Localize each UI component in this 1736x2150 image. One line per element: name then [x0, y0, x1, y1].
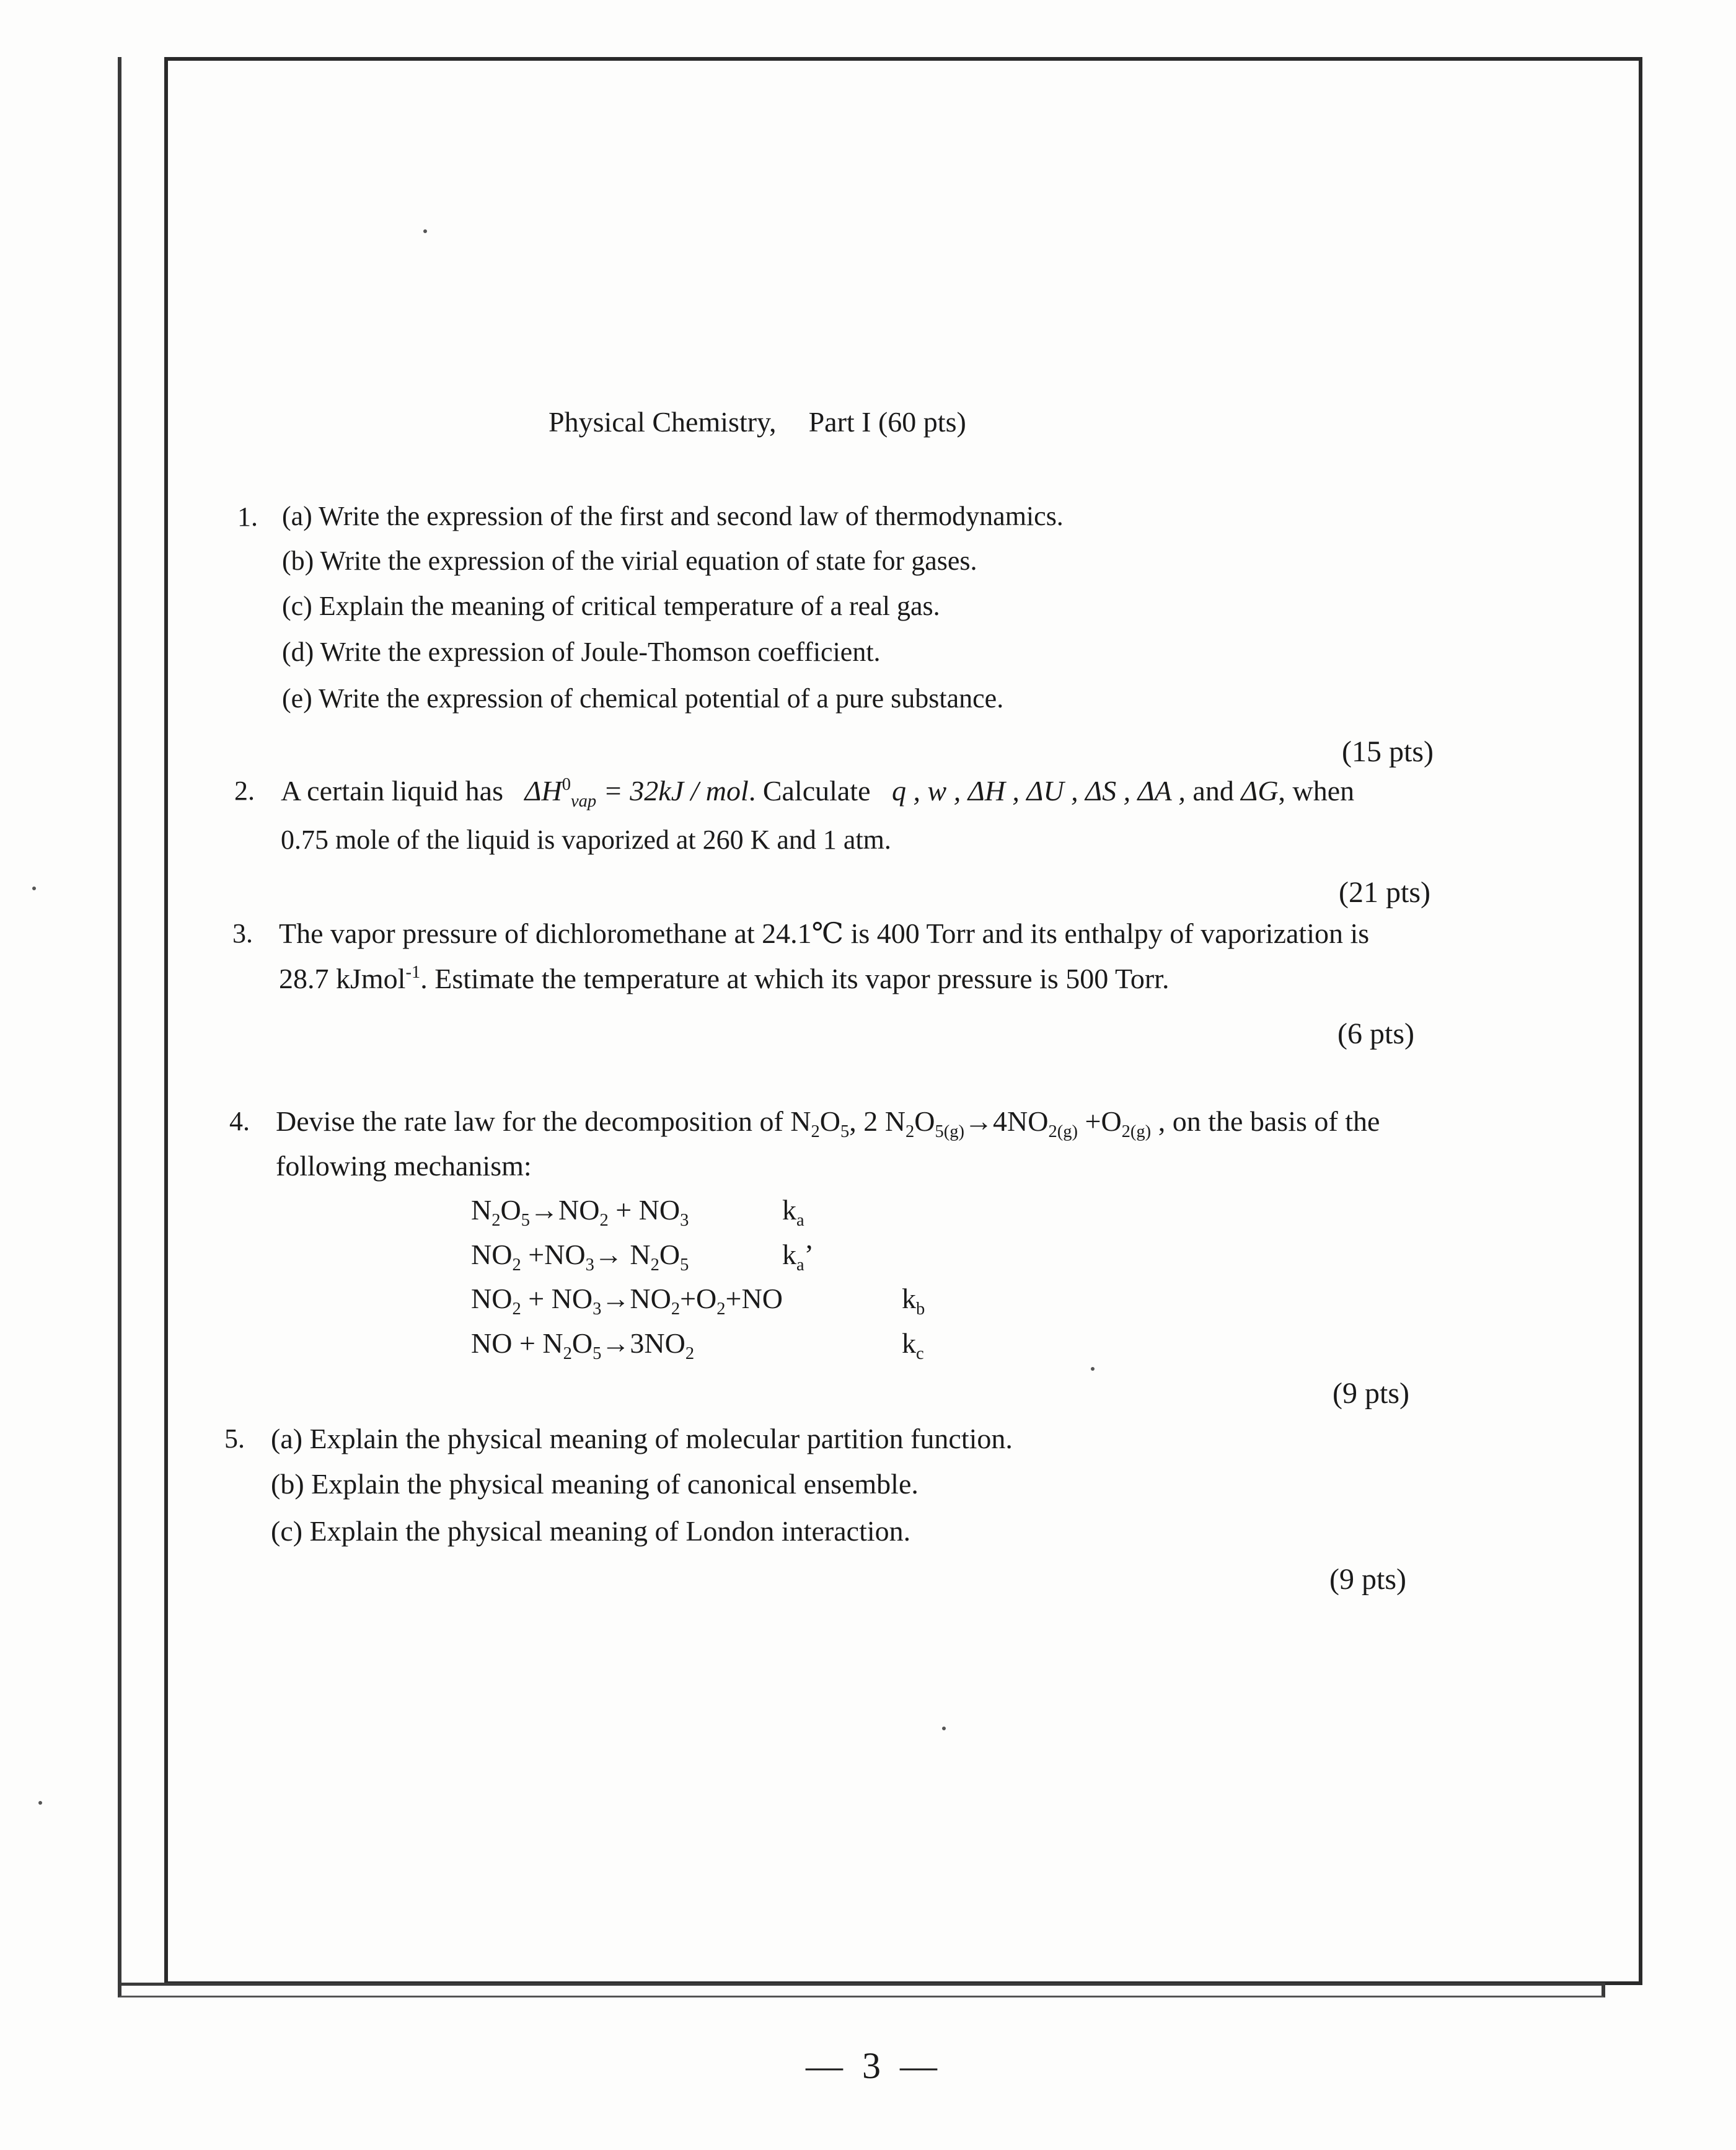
- q4-sub: 2: [905, 1121, 915, 1141]
- q3-line-2: [279, 963, 1169, 996]
- speck: [32, 887, 36, 890]
- q4-text: O: [819, 1105, 841, 1137]
- page-frame: [164, 57, 1642, 1985]
- speck: [1091, 1367, 1095, 1371]
- q5-points: (9 pts): [1329, 1563, 1406, 1596]
- speck: [942, 1727, 946, 1730]
- q5-part-b: (b) Explain the physical meaning of canonical ensemble.: [271, 1468, 919, 1500]
- mechanism-rate-constant: $k_a$: [782, 1194, 804, 1230]
- mechanism-reaction: $NO_2 +NO_3\to N_2O_5$: [471, 1239, 689, 1275]
- q4-text: , 2 N: [849, 1105, 906, 1137]
- q3-points: (6 pts): [1337, 1017, 1414, 1050]
- q4-number: 4.: [229, 1106, 250, 1136]
- q1-part-d: (d) Write the expression of Joule-Thomson coefficient.: [282, 637, 881, 667]
- q4-text: →4NO: [964, 1105, 1049, 1137]
- q4-sub: 2: [811, 1121, 820, 1141]
- page-frame-left-edge: [118, 57, 167, 1997]
- q4-text: , on the basis of the: [1151, 1105, 1380, 1137]
- q1-part-e: (e) Write the expression of chemical potential of a pure substance.: [282, 683, 1004, 714]
- q2-points: (21 pts): [1339, 876, 1430, 909]
- q4-text: O: [914, 1105, 935, 1137]
- q4-line-1: [276, 1105, 1380, 1143]
- mechanism-rate-constant: $k_a$’: [782, 1239, 814, 1275]
- q4-sub: 2(g): [1048, 1121, 1078, 1141]
- q2-and: and: [1192, 775, 1234, 807]
- mechanism-rate-constant: $k_c$: [902, 1327, 924, 1363]
- q2-line-2: 0.75 mole of the liquid is vaporized at 260 K and 1 atm.: [281, 825, 891, 855]
- page-number: — 3 —: [806, 2045, 942, 2086]
- q1-part-b: (b) Write the expression of the virial equation of state for gases.: [282, 546, 977, 576]
- mechanism-reaction: $NO_2 + NO_3\to NO_2+O_2+NO$: [471, 1283, 783, 1319]
- q3-question: . Estimate the temperature at which its vapor pressure is 500 Torr.: [420, 963, 1170, 995]
- q5-part-c: (c) Explain the physical meaning of London interaction.: [271, 1515, 911, 1547]
- q4-line-2: following mechanism:: [276, 1150, 532, 1182]
- q4-sub: 5: [840, 1121, 850, 1141]
- q2-line-1: [281, 775, 1354, 812]
- q4-sub: 2(g): [1121, 1121, 1152, 1141]
- mechanism-reaction: $N_2O_5\to NO_2 + NO_3$: [471, 1194, 689, 1230]
- q2-lead: A certain liquid has: [281, 775, 503, 807]
- q4-text: Devise the rate law for the decomposition of N: [276, 1105, 811, 1137]
- q5-part-a: (a) Explain the physical meaning of molecular partition function.: [271, 1423, 1013, 1454]
- exam-title-subject: Physical Chemistry,: [549, 406, 777, 438]
- q2-variables: q , w , ΔH , ΔU , ΔS , ΔA ,: [892, 775, 1186, 807]
- q2-calculate: . Calculate: [748, 775, 871, 807]
- q2-number: 2.: [234, 776, 255, 806]
- exam-title-part: Part I (60 pts): [808, 406, 966, 438]
- q2-enthalpy-value: = 32kJ / mol: [603, 775, 749, 807]
- q4-sub: 5(g): [935, 1121, 965, 1141]
- q3-number: 3.: [232, 918, 253, 949]
- speck: [423, 229, 427, 233]
- exam-title: [549, 406, 966, 439]
- q1-part-a: (a) Write the expression of the first and second law of thermodynamics.: [282, 501, 1064, 531]
- q3-line-1: The vapor pressure of dichloromethane at 24.1℃ is 400 Torr and its enthalpy of vaporization is: [279, 918, 1370, 949]
- mechanism-rate-constant: $k_b$: [902, 1283, 925, 1319]
- q2-enthalpy-sub: vap: [570, 792, 597, 812]
- q2-when: , when: [1278, 775, 1355, 807]
- q5-number: 5.: [224, 1423, 245, 1454]
- q1-number: 1.: [237, 502, 258, 532]
- q2-enthalpy-symbol: ΔH: [524, 775, 562, 807]
- q2-gibbs: ΔG: [1241, 775, 1279, 807]
- q4-points: (9 pts): [1333, 1377, 1409, 1410]
- speck: [38, 1801, 42, 1805]
- q1-part-c: (c) Explain the meaning of critical temperature of a real gas.: [282, 591, 940, 621]
- q3-enthalpy-value: 28.7 kJmol: [279, 963, 406, 995]
- mechanism-reaction: NO + $N_2O_5\to 3NO_2$: [471, 1327, 695, 1363]
- page-frame-bottom-edge: [118, 1983, 1605, 1997]
- q4-text: +O: [1078, 1105, 1122, 1137]
- q3-enthalpy-exponent: -1: [405, 963, 421, 982]
- q2-enthalpy-sup: 0: [562, 775, 571, 794]
- q1-points: (15 pts): [1342, 735, 1434, 768]
